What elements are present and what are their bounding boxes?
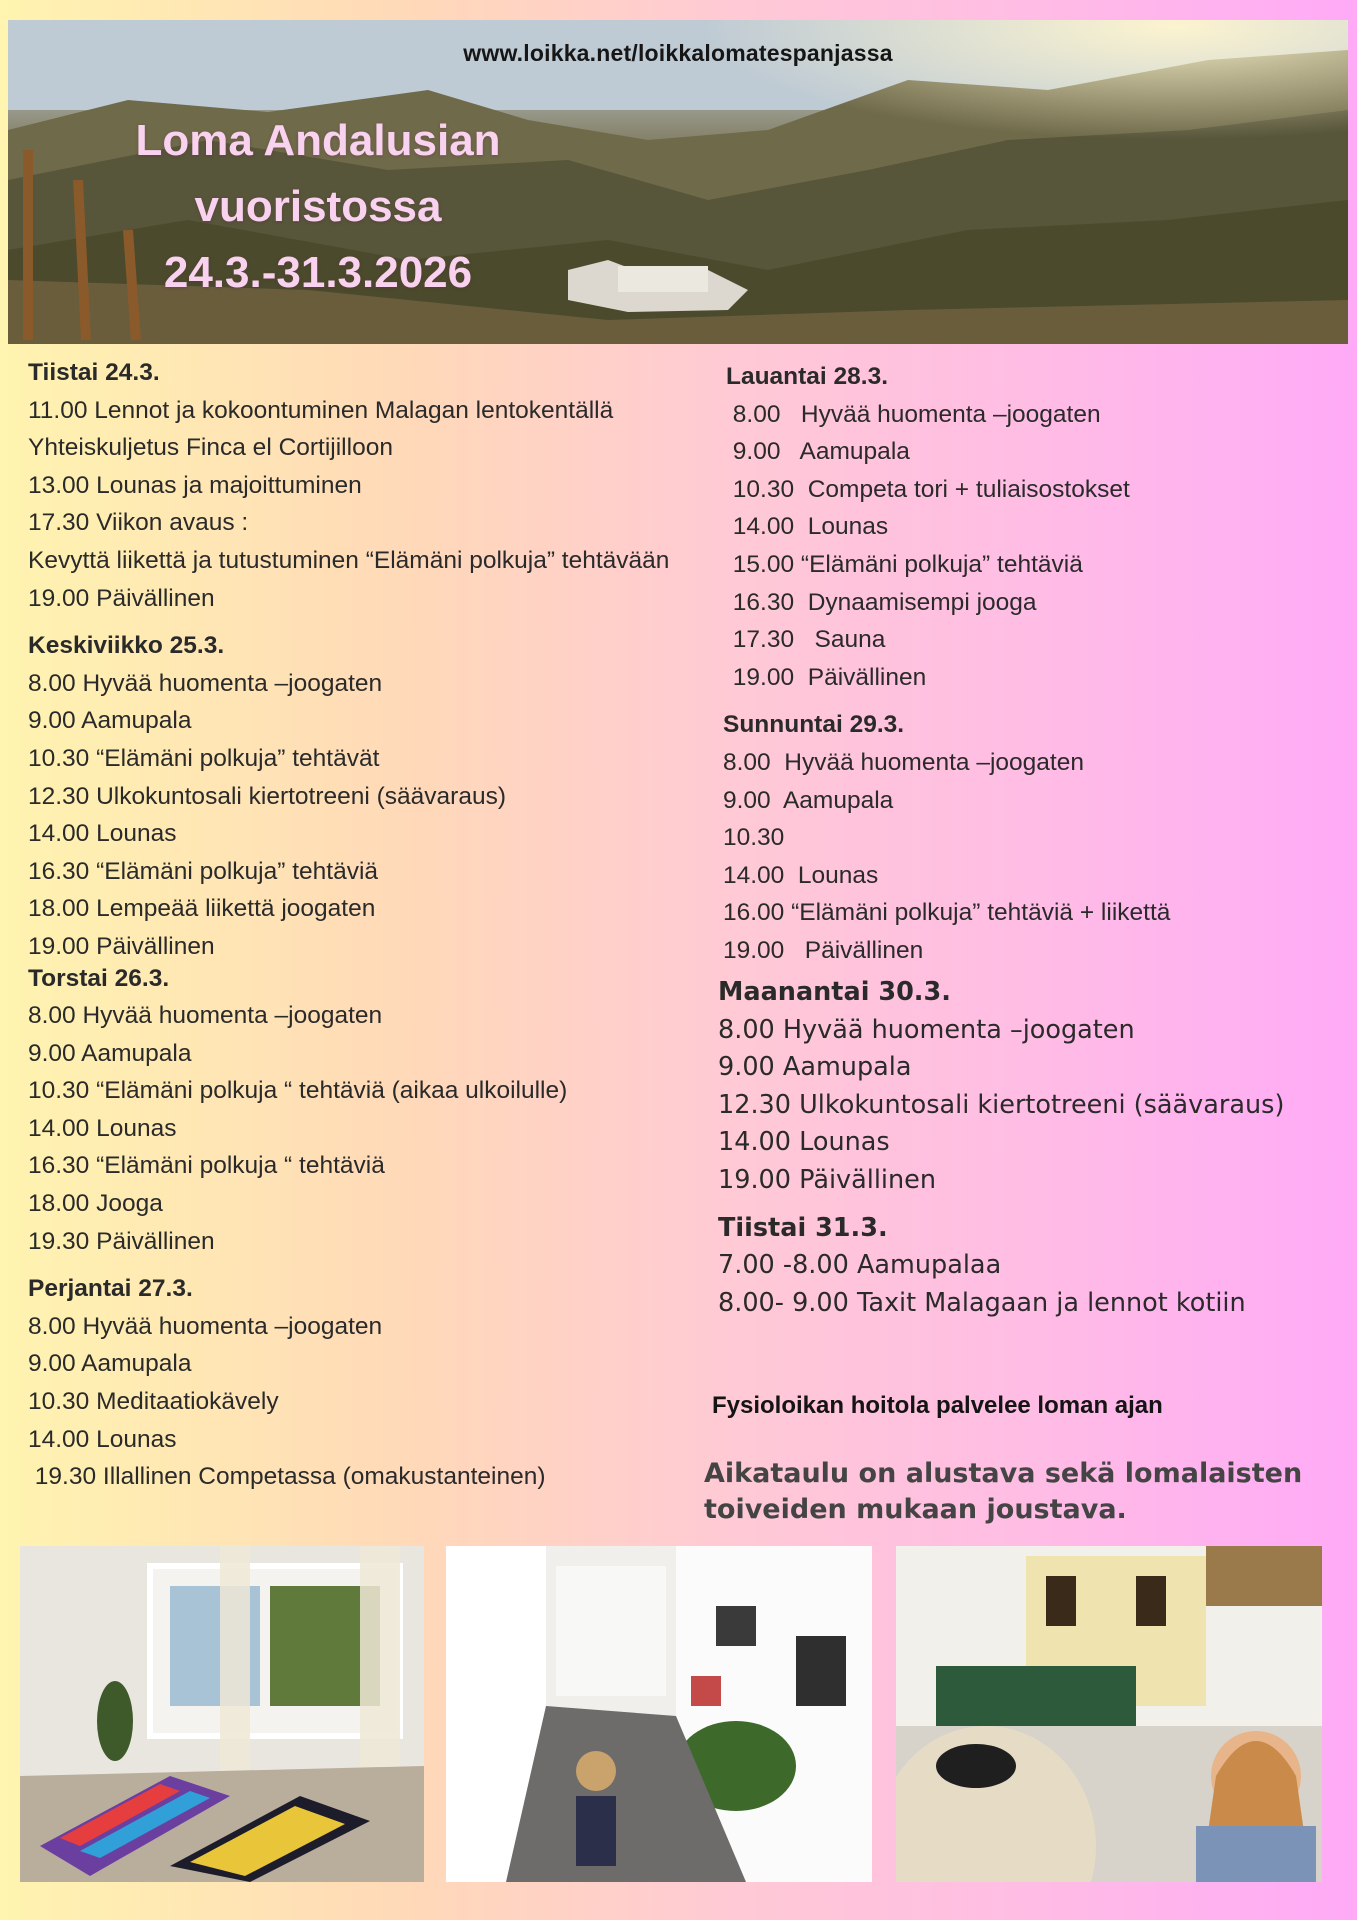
schedule-row: 14.00 Lounas <box>718 1127 890 1158</box>
schedule-row: 19.00 Päivällinen <box>723 936 924 964</box>
schedule-row: 14.00 Lounas <box>723 861 879 889</box>
schedule-row: 19.00 Päivällinen <box>28 584 215 612</box>
hero-title <box>108 108 528 306</box>
schedule-row: Yhteiskuljetus Finca el Cortijilloon <box>28 434 393 462</box>
day-block-tue-24 <box>28 354 718 617</box>
hero-title-line: 24.3.-31.3.2026 <box>163 248 473 297</box>
day-block-thu-26 <box>28 960 718 1261</box>
schedule-row: 16.00 “Elämäni polkuja” tehtäviä + liikettä <box>723 899 1171 927</box>
schedule-row: 19.00 Päivällinen <box>718 1164 937 1195</box>
day-block-fri-27 <box>28 1270 718 1496</box>
schedule-row: 7.00 -8.00 Aamupalaa <box>718 1250 1002 1281</box>
schedule-row: 14.00 Lounas <box>726 513 889 541</box>
day-title: Sunnuntai 29.3. <box>723 711 905 739</box>
schedule-row: 9.00 Aamupala <box>718 1052 912 1083</box>
day-block-tue-31 <box>718 1210 1338 1323</box>
schedule-row: 10.30 Competa tori + tuliaisostokset <box>726 475 1130 503</box>
hero-banner <box>8 20 1348 344</box>
clinic-note: Fysioloikan hoitola palvelee loman ajan <box>712 1392 1163 1419</box>
schedule-row: 16.30 Dynaamisempi jooga <box>726 588 1037 616</box>
schedule-row: Kevyttä liikettä ja tutustuminen “Elämäni polkuja” tehtävään <box>28 546 670 574</box>
schedule-row: 10.30 Meditaatiokävely <box>28 1388 279 1416</box>
schedule-row: 16.30 “Elämäni polkuja” tehtäviä <box>28 857 379 885</box>
schedule-row: 16.30 “Elämäni polkuja “ tehtäviä <box>28 1152 385 1180</box>
schedule-row: 17.30 Viikon avaus : <box>28 509 249 537</box>
street-illustration <box>446 1546 872 1882</box>
schedule-row: 9.00 Aamupala <box>723 786 894 814</box>
schedule-row: 19.00 Päivällinen <box>28 932 215 960</box>
schedule-row: 12.30 Ulkokuntosali kiertotreeni (säävaraus) <box>28 782 506 810</box>
schedule-row: 8.00 Hyvää huomenta –joogaten <box>28 1312 383 1340</box>
day-title: Tiistai 24.3. <box>28 359 160 386</box>
schedule-row: 18.00 Jooga <box>28 1190 163 1218</box>
schedule-row: 9.00 Aamupala <box>726 438 910 466</box>
day-title: Tiistai 31.3. <box>718 1212 888 1243</box>
schedule-row: 19.00 Päivällinen <box>726 663 927 691</box>
day-block-sat-28 <box>726 358 1346 696</box>
schedule-row: 19.30 Illallinen Competassa (omakustanteinen) <box>28 1463 546 1491</box>
schedule-row: 9.00 Aamupala <box>28 1350 192 1378</box>
hero-title-line: Loma Andalusian <box>135 116 501 165</box>
schedule-row: 9.00 Aamupala <box>28 707 192 735</box>
day-block-sun-29 <box>723 706 1346 969</box>
hero-title-line: vuoristossa <box>194 182 442 231</box>
schedule-row: 10.30 “Elämäni polkuja “ tehtäviä (aikaa ulkoilulle) <box>28 1077 568 1105</box>
schedule-row: 14.00 Lounas <box>28 820 177 848</box>
schedule-left-column <box>28 354 718 1496</box>
day-block-wed-25 <box>28 627 718 965</box>
village-square-illustration <box>896 1546 1322 1882</box>
day-title: Torstai 26.3. <box>28 964 170 992</box>
schedule-row: 12.30 Ulkokuntosali kiertotreeni (säävaraus) <box>718 1089 1285 1120</box>
yoga-room-photo <box>20 1546 424 1882</box>
schedule-row: 8.00 Hyvää huomenta –joogaten <box>718 1014 1135 1045</box>
schedule-row: 15.00 “Elämäni polkuja” tehtäviä <box>726 550 1083 578</box>
day-title: Perjantai 27.3. <box>28 1275 193 1303</box>
village-square-photo <box>896 1546 1322 1882</box>
schedule-right-column <box>723 358 1346 970</box>
schedule-row: 10.30 <box>723 824 785 852</box>
website-url[interactable]: www.loikka.net/loikkalomatespanjassa <box>463 40 893 66</box>
day-title: Keskiviikko 25.3. <box>28 632 225 660</box>
schedule-row: 19.30 Päivällinen <box>28 1227 215 1255</box>
schedule-row: 8.00 Hyvää huomenta –joogaten <box>726 400 1101 428</box>
schedule-row: 11.00 Lennot ja kokoontuminen Malagan lentokentällä <box>28 396 614 424</box>
schedule-row: 18.00 Lempeää liikettä joogaten <box>28 895 376 923</box>
schedule-row: 14.00 Lounas <box>28 1425 177 1453</box>
street-photo <box>446 1546 872 1882</box>
yoga-room-illustration <box>20 1546 424 1882</box>
schedule-row: 10.30 “Elämäni polkuja” tehtävät <box>28 744 380 772</box>
schedule-disclaimer: Aikataulu on alustava sekä lomalaisten toiveiden mukaan joustava. <box>704 1458 1303 1525</box>
day-title: Maanantai 30.3. <box>718 977 951 1007</box>
schedule-row: 9.00 Aamupala <box>28 1039 192 1067</box>
day-block-mon-30 <box>718 974 1338 1200</box>
schedule-row: 8.00 Hyvää huomenta –joogaten <box>723 748 1084 776</box>
schedule-row: 8.00- 9.00 Taxit Malagaan ja lennot kotiin <box>718 1287 1246 1318</box>
schedule-row: 17.30 Sauna <box>726 626 886 654</box>
schedule-right-column-bottom <box>718 974 1338 1322</box>
schedule-row: 8.00 Hyvää huomenta –joogaten <box>28 1002 383 1030</box>
schedule-row: 14.00 Lounas <box>28 1114 177 1142</box>
schedule-row: 13.00 Lounas ja majoittuminen <box>28 471 362 499</box>
day-title: Lauantai 28.3. <box>726 363 889 390</box>
schedule-row: 8.00 Hyvää huomenta –joogaten <box>28 669 383 697</box>
